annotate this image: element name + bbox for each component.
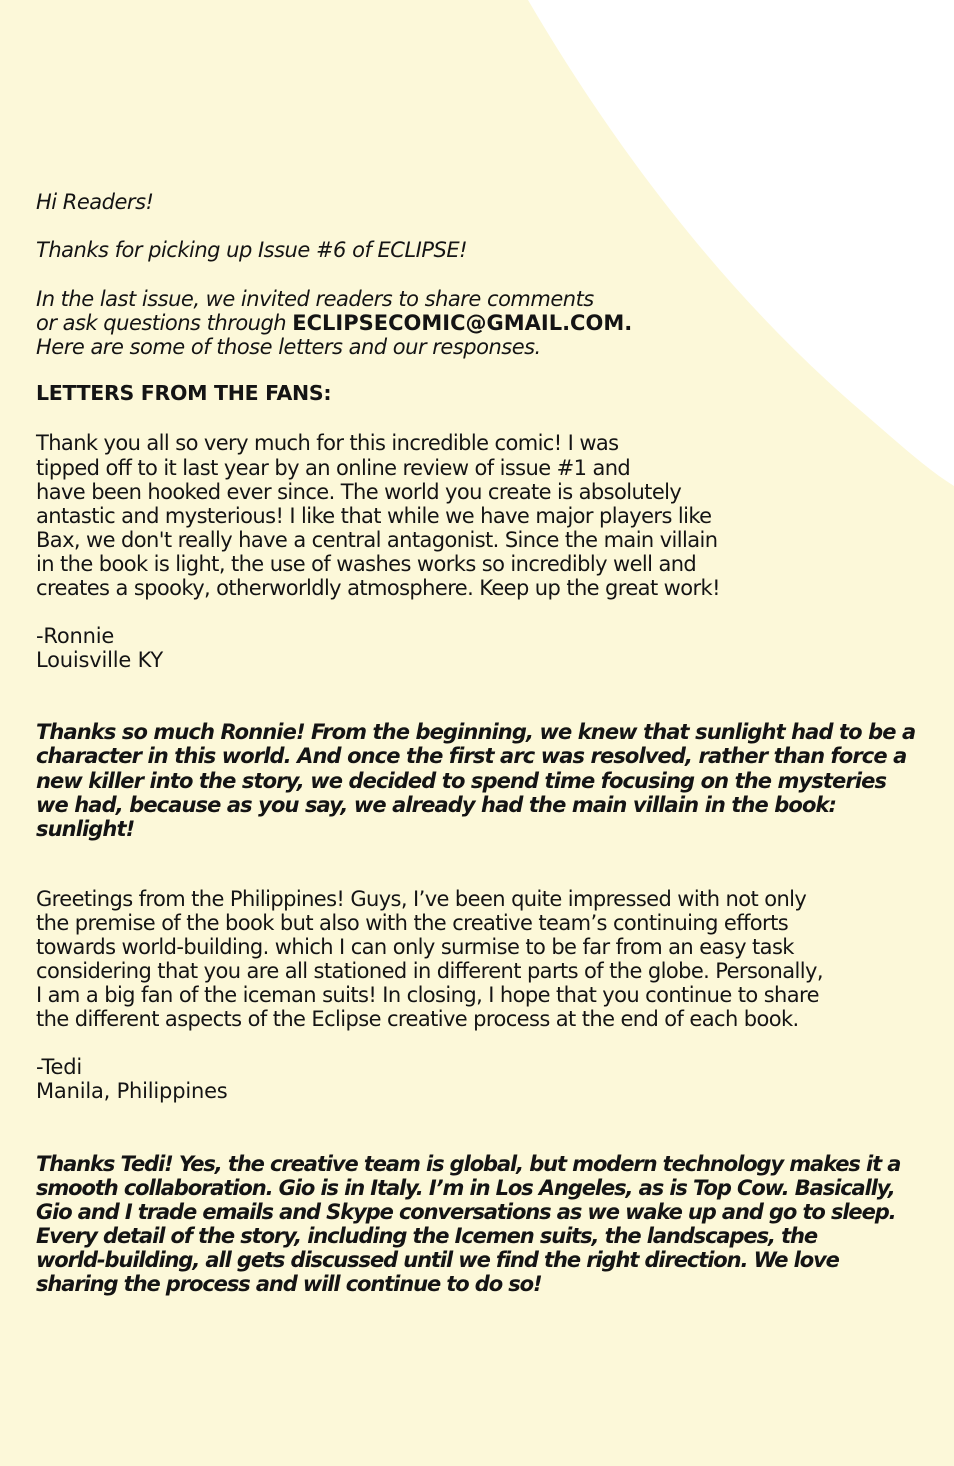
letter-ronnie [36, 431, 941, 840]
signature-name: -Ronnie [36, 624, 115, 649]
editor-response: Thanks Tedi! Yes, the creative team is global, but modern technology makes it a smooth collaboration. Gio is in Italy. I’m in Los Angeles, as is Top Cow. Basically, Gio and I trade emails and Skype conversations as we wake up and go to sleep. Every detail of the story, including the Icemen suits, the landscapes, the world-building, all gets discussed until we find the right direction. We love sharing the process and will continue to do so! [36, 1151, 901, 1297]
invite-paragraph [36, 287, 941, 360]
editor-response: Thanks so much Ronnie! From the beginning, we knew that sunlight had to be a character in this world. And once the first arc was resolved, rather than force a new killer into the story, we decided to spend time focusing on the mysteries we had, because as you say, we already had the main villain in the book: sunlight! [36, 720, 916, 841]
letter-tedi [36, 887, 941, 1296]
section-heading: LETTERS FROM THE FANS: [36, 381, 332, 406]
invite-suffix: Here are some of those letters and our responses. [36, 335, 541, 360]
greeting: Hi Readers! [36, 190, 154, 214]
invite-prefix: In the last issue, we invited readers to share comments or ask questions through [36, 286, 594, 335]
letter-body: Greetings from the Philippines! Guys, I’ve been quite impressed with not only the premise of the book but also with the creative team’s continuing efforts towards world-building. which I can only surmise to be far from an easy task considering that you are all stationed in different parts of the globe. Personally, I am a big fan of the iceman suits! In closing, I hope that you continue to share the different aspects of the Eclipse creative process at the end of each book. [36, 886, 823, 1032]
letter-body: Thank you all so very much for this incredible comic! I was tipped off to it last year by an online review of issue #1 and have been hooked ever since. The world you create is absolutely antastic and mysterious! I like that while we have major players like Bax, we don't really have a central antagonist. Since the main villain in the book is light, the use of washes works so incredibly well and creates a spooky, otherworldly atmosphere. Keep up the great work! [36, 431, 720, 601]
thanks-line: Thanks for picking up Issue #6 of ECLIPSE! [36, 238, 468, 263]
signature-location: Louisville KY [36, 648, 164, 673]
contact-email: ECLIPSECOMIC@GMAIL.COM. [292, 310, 633, 335]
signature-location: Manila, Philippines [36, 1079, 228, 1104]
letters-column [36, 190, 941, 1296]
signature-name: -Tedi [36, 1055, 82, 1080]
